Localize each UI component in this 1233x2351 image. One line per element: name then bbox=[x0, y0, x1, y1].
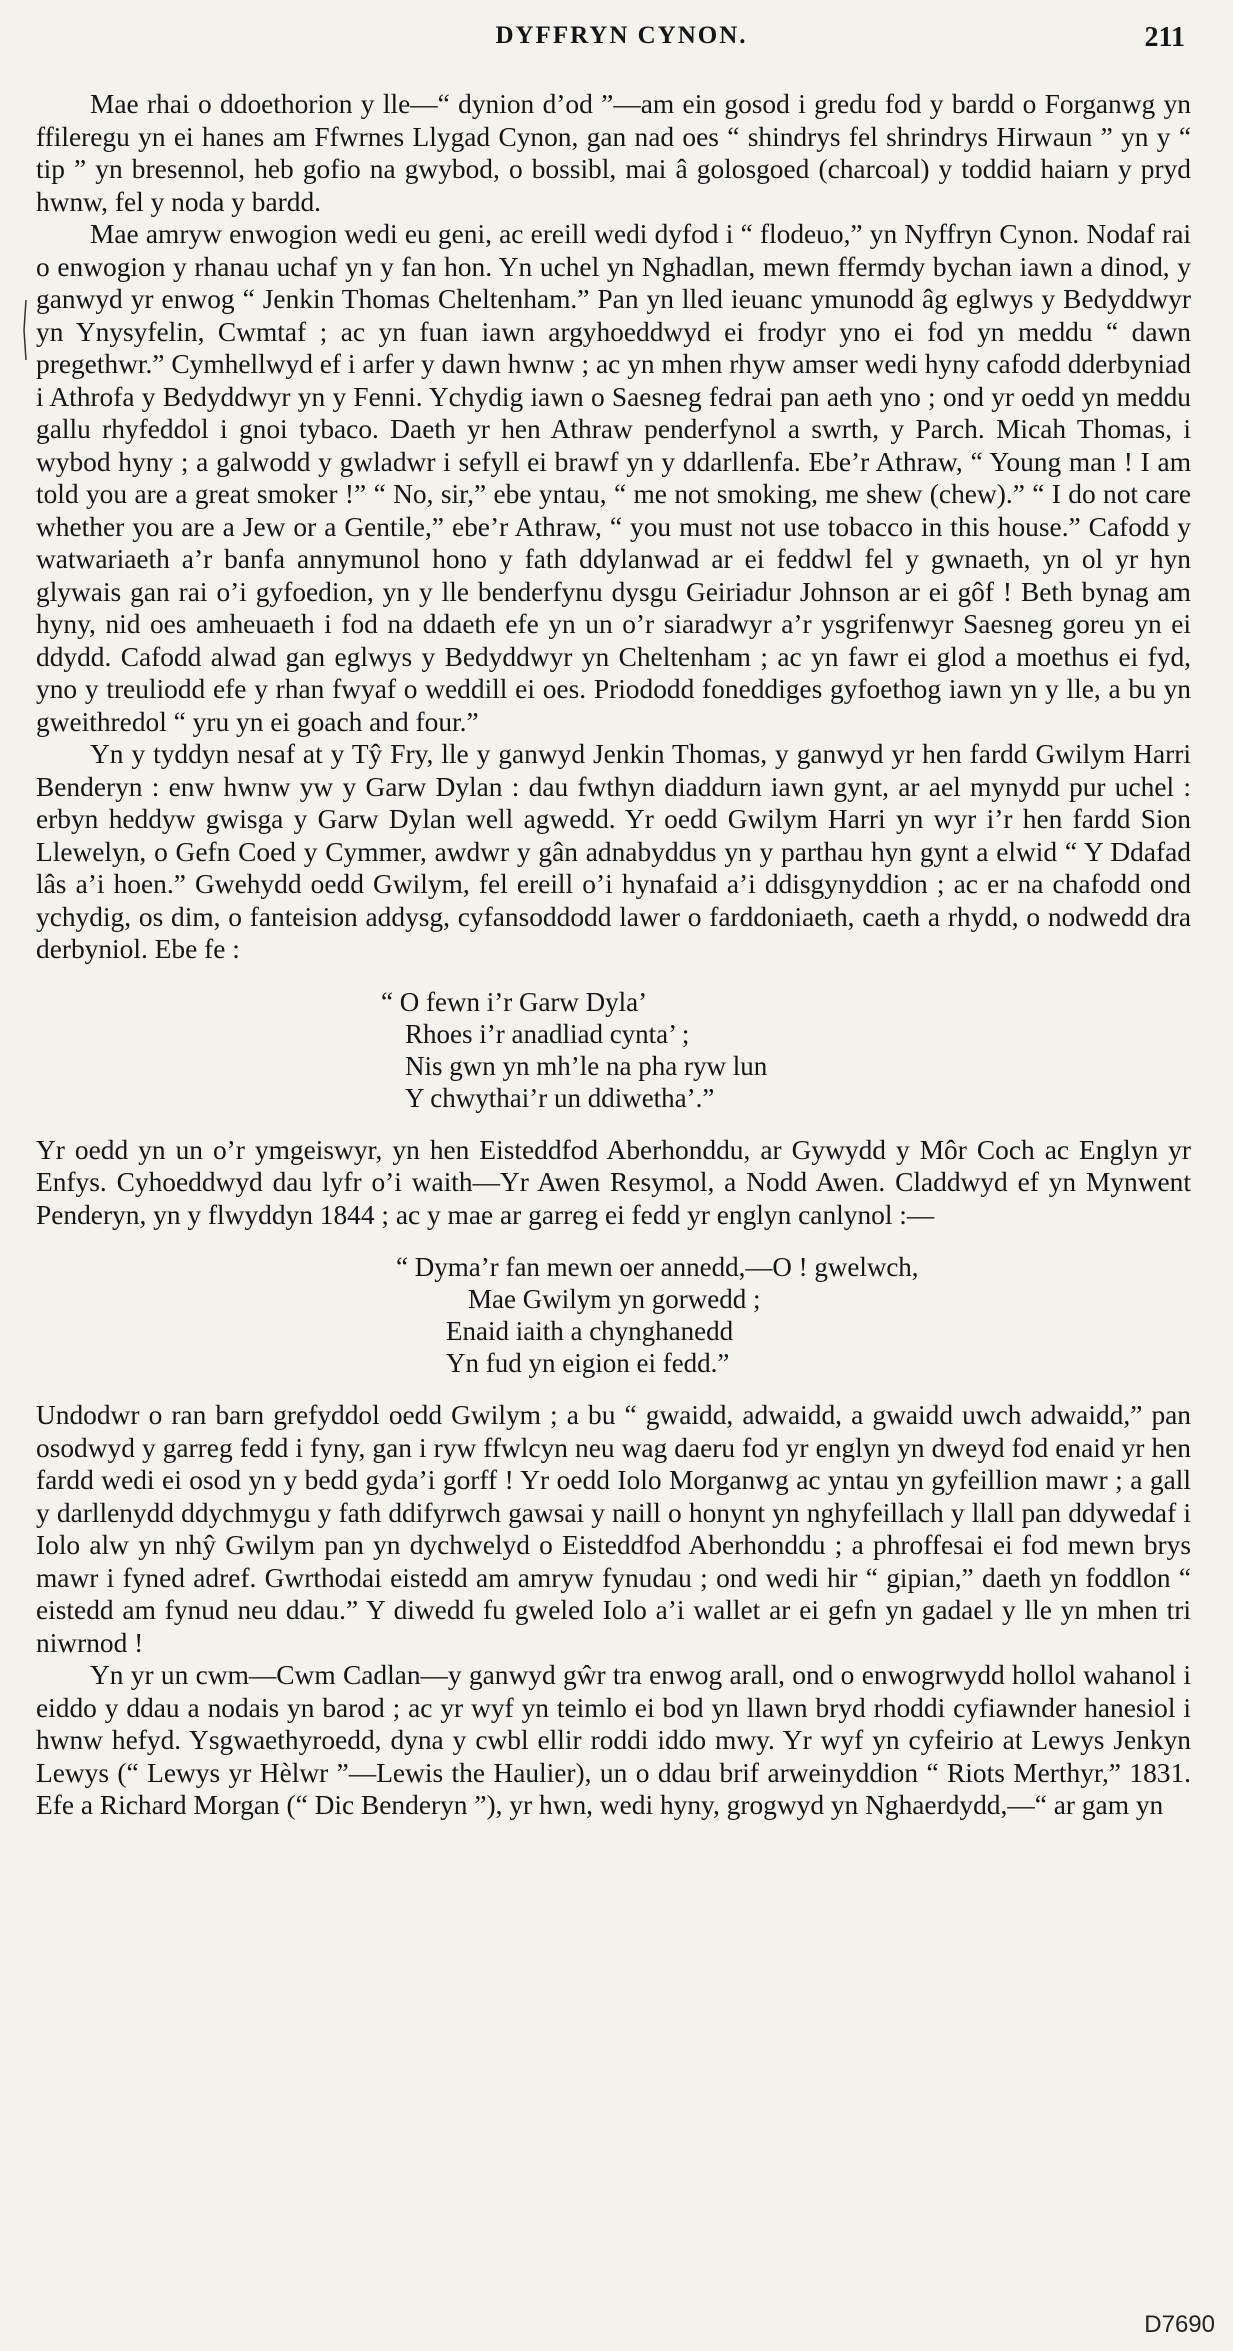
poem-line: Mae Gwilym yn gorwedd ; bbox=[468, 1284, 761, 1314]
paragraph: Yn y tyddyn nesaf at y Tŷ Fry, lle y ganwyd Jenkin Thomas, y ganwyd yr hen fardd Gwilym Harri Benderyn : enw hwnw yw y Garw Dylan : dau fwthyn diaddurn iawn gynt, ar ael mynydd pur uchel : erbyn heddyw gwisga y Garw Dylan well agwedd. Yr oedd Gwilym Harri yn wyr i’r hen fardd Sion Llewelyn, o Gefn Coed y Cymmer, awdwr y gân adnabyddus yn y parthau hyn gynt a elwid “ Y Ddafad lâs a’i hoen.” Gwehydd oedd Gwilym, fel ereill o’i hynafaid a’i ddisgynyddion ; ac er na chafodd ond ychydig, os dim, o fanteision addysg, cyfansoddodd lawer o farddoniaeth, caeth a rhydd, o nodwedd dra derbyniol. Ebe fe : bbox=[36, 739, 1191, 964]
poem-line: “ O fewn i’r Garw Dyla’ bbox=[381, 986, 648, 1017]
running-head: DYFFRYN CYNON. bbox=[495, 22, 748, 49]
paragraph: Undodwr o ran barn grefyddol oedd Gwilym ; a bu “ gwaidd, adwaidd, a gwaidd uwch adwaidd,” pan osodwyd y garreg fedd i fyny, gan i ryw ffwlcyn neu wag daeru fod yr englyn yn dweyd fod enaid yr hen fardd wedi ei osod yn y bedd gyda’i gorff ! Yr oedd Iolo Morganwg ac yntau yn gyfeillion mawr ; a gall y darllenydd ddychmygu y fath ddifyrwch gawsai y naill o honynt yn nghyfeillach y llall pan ddywedaf i Iolo alw yn nhŷ Gwilym pan yn dychwelyd o Eisteddfod Aberhonddu ; a phroffesai ei fod mewn brys mawr i fyned adref. Gwrthodai eistedd am amryw fynudau ; ond wedi hir “ gipian,” daeth yn foddlon “ eistedd am fynud neu ddau.” Y diwedd fu gweled Iolo a’i wallet ar ei gefn yn gadael y lle yn mhen tri niwrnod ! bbox=[36, 1400, 1191, 1658]
margin-bracket-mark bbox=[22, 300, 28, 360]
poem-line: “ Dyma’r fan mewn oer annedd,—O ! gwelwch, bbox=[396, 1252, 919, 1282]
page-number: 211 bbox=[1144, 22, 1185, 53]
poem-line: Yn fud yn eigion ei fedd.” bbox=[446, 1348, 730, 1378]
poem-stanza bbox=[36, 986, 1191, 1114]
poem-line: Nis gwn yn mh’le na pha ryw lun bbox=[405, 1050, 768, 1081]
paragraph: Yr oedd yn un o’r ymgeiswyr, yn hen Eisteddfod Aberhonddu, ar Gywydd y Môr Coch ac Englyn yr Enfys. Cyhoeddwyd dau lyfr o’i waith—Yr Awen Resymol, a Nodd Awen. Claddwyd ef yn Mynwent Penderyn, yn y flwyddyn 1844 ; ac y mae ar garreg ei fedd yr englyn canlynol :— bbox=[36, 1134, 1191, 1230]
poem-line: Enaid iaith a chynghanedd bbox=[446, 1316, 734, 1346]
paragraph: Mae rhai o ddoethorion y lle—“ dynion d’od ”—am ein gosod i gredu fod y bardd o Forganwg yn ffileregu yn ei hanes am Ffwrnes Llygad Cynon, gan nad oes “ shindrys fel shrindrys Hirwaun ” yn y “ tip ” yn bresennol, heb gofio na gwybod, o bossibl, mai â golosgoed (charcoal) y toddid haiarn y pryd hwnw, fel y noda y bardd. bbox=[36, 89, 1191, 217]
page-header bbox=[40, 22, 1203, 62]
reference-code: D7690 bbox=[1144, 2311, 1215, 2338]
englyn-stanza bbox=[36, 1251, 1191, 1379]
document-body bbox=[36, 88, 1191, 1822]
paragraph: Yn yr un cwm—Cwm Cadlan—y ganwyd gŵr tra enwog arall, ond o enwogrwydd hollol wahanol i eiddo y ddau a nodais yn barod ; ac yr wyf yn teimlo ei bod yn llawn bryd rhoddi cyfiawnder hanesiol i hwnw hefyd. Ysgwaethyroedd, dyna y cwbl ellir roddi iddo mwy. Yr wyf yn cyfeirio at Lewys Jenkyn Lewys (“ Lewys yr Hèlwr ”—Lewis the Haulier), un o ddau brif arweinyddion “ Riots Merthyr,” 1831. Efe a Richard Morgan (“ Dic Benderyn ”), yr hwn, wedi hyny, grogwyd yn Nghaerdydd,—“ ar gam yn bbox=[36, 1660, 1191, 1820]
paragraph: Mae amryw enwogion wedi eu geni, ac ereill wedi dyfod i “ flodeuo,” yn Nyffryn Cynon. Nodaf rai o enwogion y rhanau uchaf yn y fan hon. Yn uchel yn Nghadlan, mewn ffermdy bychan iawn a dinod, y ganwyd yr enwog “ Jenkin Thomas Cheltenham.” Pan yn lled ieuanc ymunodd âg eglwys y Bedyddwyr yn Ynysyfelin, Cwmtaf ; ac yn fuan iawn argyhoeddwyd ei frodyr yno ei fod yn meddu “ dawn pregethwr.” Cymhellwyd ef i arfer y dawn hwnw ; ac yn mhen rhyw amser wedi hyny cafodd dderbyniad i Athrofa y Bedyddwyr yn y Fenni. Ychydig iawn o Saesneg fedrai pan aeth yno ; ond yr oedd yn meddu gallu rhyfeddol i gnoi tybaco. Daeth yr hen Athraw penderfynol a swrth, y Parch. Micah Thomas, i wybod hyny ; a galwodd y gwladwr i sefyll ei brawf yn y ddarllenfa. Ebe’r Athraw, “ Young man ! I am told you are a great smoker !” “ No, sir,” ebe yntau, “ me not smoking, me shew (chew).” “ I do not care whether you are a Jew or a Gentile,” ebe’r Athraw, “ you must not use tobacco in this house.” Cafodd y watwariaeth a’r banfa annymunol hono y fath ddylanwad ar ei feddwl fel y gwnaeth, yn ol yr hyn glywais gan rai o’i gyfoedion, yn y lle benderfynu dysgu Geiriadur Johnson ar ei gôf ! Beth bynag am hyny, nid oes amheuaeth i fod na ddaeth efe yn un o’r siaradwyr a’r ysgrifenwyr Saesneg goreu yn ei ddydd. Cafodd alwad gan eglwys y Bedyddwyr yn Cheltenham ; ac yn fawr ei glod a moethus ei fyd, yno y treuliodd efe y rhan fwyaf o weddill ei oes. Priododd foneddiges gyfoethog iawn yn y lle, a bu yn gweithredol “ yru yn ei goach and four.” bbox=[36, 219, 1191, 737]
poem-line: Y chwythai’r un ddiwetha’.” bbox=[405, 1082, 715, 1113]
poem-line: Rhoes i’r anadliad cynta’ ; bbox=[405, 1018, 690, 1049]
